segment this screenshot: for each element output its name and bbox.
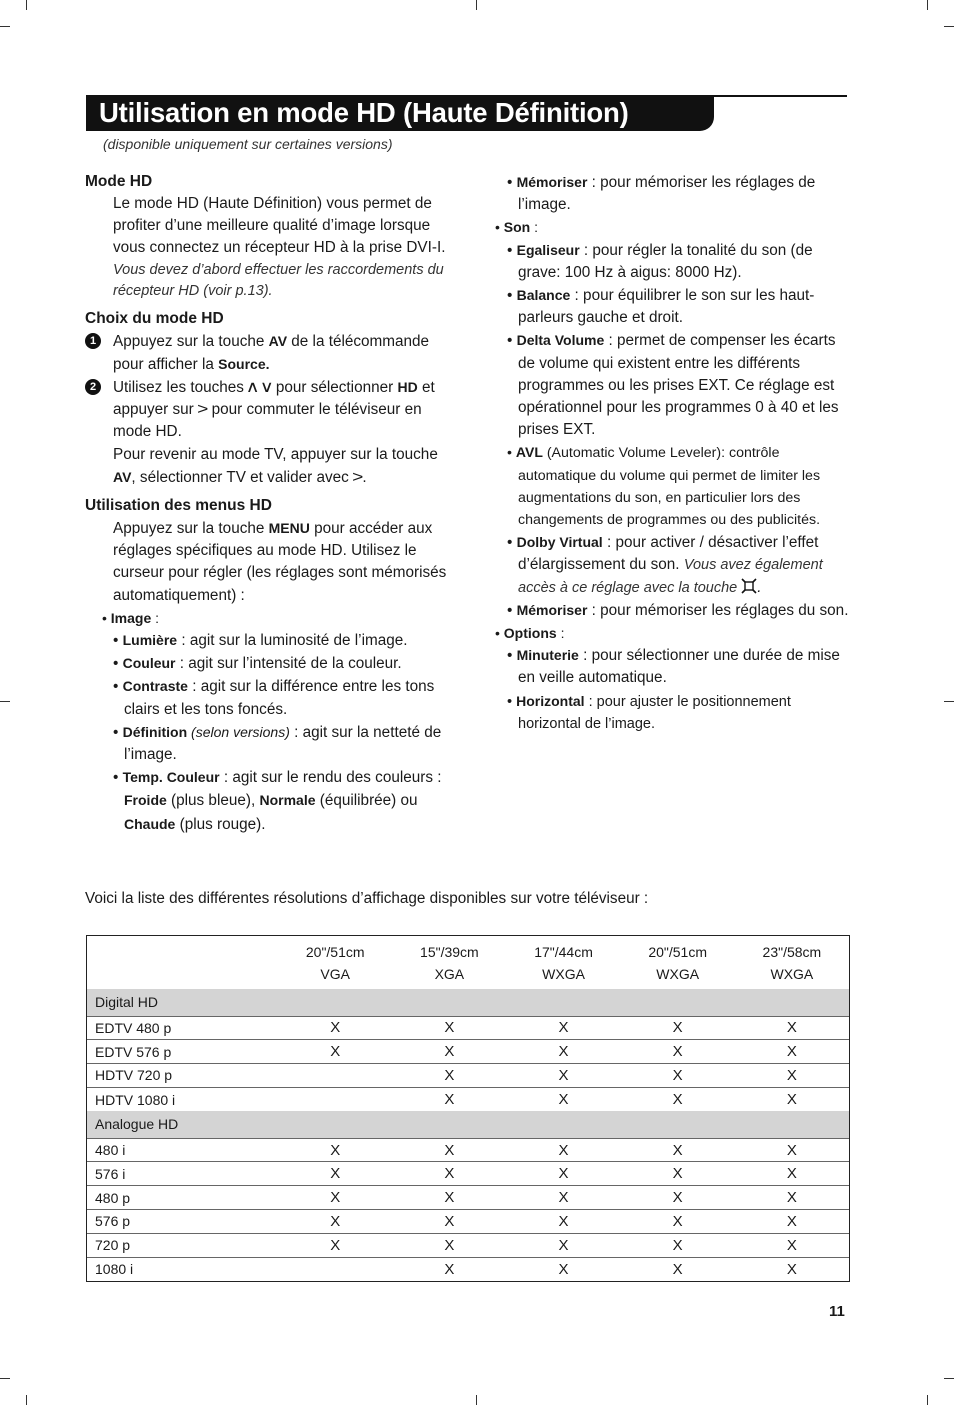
table-cell: X: [506, 1138, 620, 1162]
step-2-return-text: Pour revenir au mode TV, appuyer sur la touche: [113, 445, 438, 463]
table-cell: X: [621, 1233, 735, 1257]
definition-versions: (selon versions): [187, 723, 290, 740]
step-1-text: Appuyez sur la touche: [113, 332, 269, 350]
column-header: [392, 936, 506, 989]
options-label: Options: [503, 625, 557, 642]
row-label: EDTV 576 p: [87, 1040, 278, 1064]
table-cell: X: [278, 1233, 392, 1257]
couleur-text: : agit sur l’intensité de la couleur.: [175, 655, 402, 673]
table-cell: X: [735, 1186, 849, 1210]
bullet-avl: • AVL (Automatic Volume Leveler): contrôle automatique du volume qui permet de limiter les augmentations du son, en particulier lors des changements de programmes ou des publicités.: [507, 444, 821, 529]
row-label: HDTV 720 p: [87, 1064, 278, 1088]
crop-mark: [0, 26, 10, 27]
step-2-text: pour sélectionner: [271, 379, 398, 397]
step-1-text: de la télécommande pour afficher la: [113, 332, 430, 373]
surround-key-icon: [741, 578, 757, 594]
bullet-lumiere: • Lumière : agit sur la luminosité de l’image.: [113, 632, 408, 650]
crop-mark: [0, 1378, 10, 1379]
page-subtitle: (disponible uniquement sur certaines versions): [103, 136, 393, 152]
group-label: Digital HD: [87, 989, 849, 1016]
table-cell: X: [392, 1064, 506, 1088]
mode-hd-body: Le mode HD (Haute Définition) vous permet de profiter d’une meilleure qualité d’image lorsque vous connectez un récepteur HD à la prise DVI-I.: [113, 195, 446, 257]
row-label: HDTV 1080 i: [95, 1091, 176, 1108]
table-cell: X: [735, 1162, 849, 1186]
step-2: [85, 376, 460, 489]
bullet-temp-couleur: • Temp. Couleur : agit sur le rendu des couleurs : Froide (plus bleue), Normale (équilibrée) ou Chaude (plus rouge).: [113, 769, 442, 833]
step-2-text: Utilisez les touches: [113, 379, 249, 397]
contraste-text: : agit sur la différence entre les tons clairs et les tons foncés.: [124, 678, 435, 718]
column-resolution: WXGA: [542, 965, 585, 982]
egaliseur-text: : pour régler la tonalité du son (de grave: 100 Hz à aigus: 8000 Hz).: [518, 241, 813, 281]
table-cell: X: [506, 1162, 620, 1186]
table-cell: X: [735, 1040, 849, 1064]
column-size: 15"/39cm: [420, 943, 479, 960]
bullet-image: • Image :: [102, 609, 160, 626]
image-label: Image: [110, 609, 152, 626]
temp-couleur-label: Temp. Couleur: [122, 769, 220, 786]
delta-volume-label: Delta Volume: [516, 332, 605, 349]
table-row: [87, 1138, 849, 1162]
table-cell: X: [392, 1186, 506, 1210]
avl-text: (Automatic Volume Leveler): contrôle automatique du volume qui permet de limiter les augmentations du son, en particulier lors des changements de programmes ou des publicités.: [518, 445, 821, 529]
table-cell: X: [506, 1186, 620, 1210]
memoriser-text: : pour mémoriser les réglages du son.: [587, 601, 849, 619]
table-row: [87, 1040, 849, 1064]
chaude-label: Chaude: [124, 815, 176, 832]
table-corner: [87, 936, 278, 989]
bullet-dolby-virtual: • Dolby Virtual : pour activer / désactiver l’effet d’élargissement du son. Vous avez également accès à ce réglage avec la touche .: [507, 534, 823, 596]
colon: :: [556, 625, 565, 642]
bullet-options: • Options :: [495, 625, 565, 642]
crop-mark: [944, 26, 954, 27]
table-cell: X: [278, 1040, 392, 1064]
column-header: [735, 936, 849, 989]
egaliseur-label: Egaliseur: [516, 241, 580, 258]
table-cell: X: [506, 1040, 620, 1064]
table-row: [87, 1186, 849, 1210]
column-resolution: WXGA: [656, 965, 700, 982]
table-cell: X: [444, 1091, 455, 1109]
table-cell: X: [621, 1210, 735, 1234]
son-label: Son: [503, 219, 531, 236]
menus-body-text: pour accéder aux réglages spécifiques au mode HD. Utilisez le curseur pour régler (les réglages sont mémorisés automatiquement) :: [113, 520, 447, 604]
section-heading-choix: Choix du mode HD: [85, 309, 224, 327]
table-cell: X: [621, 1162, 735, 1186]
memoriser-label: Mémoriser: [516, 601, 588, 618]
section-heading-mode-hd: Mode HD: [85, 173, 153, 190]
table-cell: X: [506, 1210, 620, 1234]
menus-body: [85, 517, 460, 607]
row-label: 480 p: [87, 1186, 278, 1210]
table-cell: X: [621, 1040, 735, 1064]
dolby-virtual-text: : pour activer / désactiver l’effet d’élargissement du son.: [518, 534, 819, 574]
column-size: 23"/58cm: [762, 943, 822, 960]
column-header: [506, 936, 620, 989]
bullet-balance: • Balance : pour équilibrer le son sur les haut-parleurs gauche et droit.: [507, 287, 815, 327]
resolution-intro: Voici la liste des différentes résolutions d’affichage disponibles sur votre téléviseur :: [85, 890, 649, 907]
horizontal-label: Horizontal: [516, 692, 585, 709]
table-cell: X: [278, 1162, 392, 1186]
row-label: 576 p: [87, 1210, 278, 1234]
hd-label: HD: [397, 379, 418, 396]
table-cell: X: [392, 1233, 506, 1257]
bullet-memoriser-image: • Mémoriser : pour mémoriser les réglages de l’image.: [507, 174, 816, 214]
column-header: [621, 936, 735, 989]
crop-mark: [927, 0, 928, 10]
step-2-text: pour commuter le téléviseur en mode HD.: [113, 401, 422, 441]
bullet-horizontal: • Horizontal : pour ajuster le positionnement horizontal de l’image.: [507, 692, 791, 732]
table-cell: X: [735, 1016, 849, 1040]
column-size: 20"/51cm: [305, 943, 365, 960]
mode-hd-note: Vous devez d’abord effectuer les raccordements du récepteur HD (voir p.13).: [113, 261, 444, 299]
crop-mark: [26, 1395, 27, 1405]
step-number-2: 2: [85, 379, 101, 395]
table-cell: X: [506, 1016, 620, 1040]
bullet-son: • Son :: [495, 219, 539, 236]
av-key: AV: [113, 468, 132, 485]
memoriser-label: Mémoriser: [516, 174, 588, 190]
table-cell: X: [621, 1064, 735, 1088]
dolby-virtual-label: Dolby Virtual: [516, 534, 603, 551]
bullet-memoriser-son: • Mémoriser : pour mémoriser les réglages du son.: [507, 601, 849, 619]
dolby-virtual-note: Vous avez également accès à ce réglage avec la touche: [518, 557, 823, 596]
right-column: [495, 171, 850, 735]
title-bar: [86, 97, 714, 131]
table-cell: X: [278, 1210, 392, 1234]
table-cell: X: [558, 1091, 569, 1109]
menus-body-text: Appuyez sur la touche: [113, 520, 269, 538]
table-cell: X: [392, 1016, 506, 1040]
couleur-label: Couleur: [122, 655, 176, 672]
table-cell: X: [621, 1186, 735, 1210]
bullet-egaliseur: • Egaliseur : pour régler la tonalité du son (de grave: 100 Hz à aigus: 8000 Hz).: [507, 241, 813, 281]
table-cell: X: [444, 1260, 455, 1278]
colon: :: [151, 609, 160, 626]
table-cell: X: [786, 1091, 797, 1109]
right-arrow-icon: >: [352, 468, 364, 486]
contraste-label: Contraste: [122, 678, 188, 695]
column-resolution: WXGA: [770, 965, 814, 982]
table-cell: X: [786, 1260, 797, 1278]
table-row: [87, 1233, 849, 1257]
definition-label: Définition: [122, 723, 188, 740]
froide-text: (plus bleue),: [166, 792, 260, 810]
crop-mark: [0, 701, 10, 702]
section-heading-menus: Utilisation des menus HD: [85, 497, 272, 515]
column-resolution: VGA: [320, 965, 350, 982]
table-cell: X: [506, 1064, 620, 1088]
table-cell: X: [278, 1016, 392, 1040]
column-header: [278, 936, 392, 989]
table-cell: X: [672, 1091, 683, 1109]
table-row: [87, 1016, 849, 1040]
bullet-delta-volume: • Delta Volume : permet de compenser les écarts de volume qui existent entre les différents programmes ou les prises EXT. Ce réglage est opérationnel pour les programmes 0 à 40 et les prises EXT.: [507, 332, 839, 439]
delta-volume-text: : permet de compenser les écarts de volume qui existent entre les différents programmes ou les prises EXT. Ce réglage est opérationnel pour les programmes 0 à 40 et les prises EXT.: [518, 332, 839, 439]
table-group-row: [87, 1111, 849, 1138]
balance-label: Balance: [516, 287, 571, 304]
lumiere-text: : agit sur la luminosité de l’image.: [177, 632, 408, 650]
resolution-table: [86, 935, 850, 1282]
column-size: 20"/51cm: [648, 943, 708, 960]
step-2-return-text: , sélectionner TV et valider avec: [131, 468, 354, 486]
step-2-text: et appuyer sur: [113, 379, 435, 419]
up-down-arrows-icon: ∧∨: [245, 379, 274, 397]
table-row: [87, 1257, 849, 1281]
table-cell: X: [392, 1040, 506, 1064]
table-cell: [278, 1064, 392, 1088]
table-header-row: [87, 936, 849, 989]
table-cell: X: [506, 1233, 620, 1257]
normale-label: Normale: [259, 792, 316, 809]
crop-mark: [927, 1395, 928, 1405]
table-row: [87, 1087, 849, 1111]
minuterie-text: : pour sélectionner une durée de mise en veille automatique.: [518, 647, 840, 687]
temp-couleur-text: : agit sur le rendu des couleurs :: [219, 769, 442, 787]
balance-text: : pour équilibrer le son sur les haut-parleurs gauche et droit.: [518, 287, 815, 327]
step-number-1: 1: [85, 333, 101, 349]
horizontal-text: : pour ajuster le positionnement horizontal de l’image.: [518, 693, 791, 732]
table-row: [87, 1064, 849, 1088]
page-number: 11: [829, 1303, 845, 1320]
crop-mark: [944, 1378, 954, 1379]
froide-label: Froide: [124, 792, 167, 809]
right-arrow-icon: >: [197, 401, 209, 419]
table-cell: X: [735, 1210, 849, 1234]
table-cell: X: [278, 1138, 392, 1162]
table-cell: X: [735, 1064, 849, 1088]
table-group-row: [87, 989, 849, 1016]
menu-key: MENU: [268, 520, 310, 537]
memoriser-text: : pour mémoriser les réglages de l’image.: [518, 174, 816, 214]
table-cell: X: [558, 1260, 569, 1278]
bullet-definition: • Définition (selon versions) : agit sur la netteté de l’image.: [113, 723, 442, 764]
lumiere-label: Lumière: [122, 632, 178, 649]
source-label: Source.: [218, 355, 270, 372]
row-label: EDTV 480 p: [87, 1016, 278, 1040]
table-cell: [278, 1087, 392, 1111]
table-row: [87, 1210, 849, 1234]
row-label: 576 i: [87, 1162, 278, 1186]
table-cell: X: [621, 1138, 735, 1162]
table-cell: X: [621, 1016, 735, 1040]
table-row: [87, 1162, 849, 1186]
step-1: [85, 330, 460, 376]
chaude-text: (plus rouge).: [175, 815, 266, 833]
crop-mark: [26, 0, 27, 10]
definition-text: : agit sur la netteté de l’image.: [124, 723, 442, 764]
av-key: AV: [268, 332, 288, 349]
normale-text: (équilibrée) ou: [315, 792, 418, 810]
colon: :: [530, 219, 539, 236]
table-cell: [278, 1257, 392, 1281]
table-cell: X: [392, 1162, 506, 1186]
crop-mark: [476, 1395, 477, 1405]
left-column: [85, 171, 460, 836]
group-label: Analogue HD: [87, 1111, 849, 1138]
table-cell: X: [278, 1186, 392, 1210]
table-cell: X: [392, 1138, 506, 1162]
row-label: 480 i: [87, 1138, 278, 1162]
crop-mark: [476, 0, 477, 10]
avl-label: AVL: [515, 444, 543, 461]
bullet-contraste: • Contraste : agit sur la différence entre les tons clairs et les tons foncés.: [113, 678, 435, 718]
crop-mark: [944, 701, 954, 702]
table-cell: X: [392, 1210, 506, 1234]
row-label: 1080 i: [95, 1261, 134, 1278]
column-size: 17"/44cm: [534, 943, 593, 960]
bullet-couleur: • Couleur : agit sur l’intensité de la couleur.: [113, 655, 402, 673]
row-label: 720 p: [87, 1233, 278, 1257]
table-cell: X: [735, 1233, 849, 1257]
table-cell: X: [735, 1138, 849, 1162]
minuterie-label: Minuterie: [516, 647, 579, 664]
table-cell: X: [672, 1260, 683, 1278]
page-title: Utilisation en mode HD (Haute Définition): [99, 97, 629, 128]
bullet-minuterie: • Minuterie : pour sélectionner une durée de mise en veille automatique.: [507, 647, 840, 687]
column-resolution: XGA: [434, 965, 465, 982]
dolby-virtual-note-end: .: [757, 578, 762, 596]
step-2-return-text: .: [362, 468, 367, 486]
